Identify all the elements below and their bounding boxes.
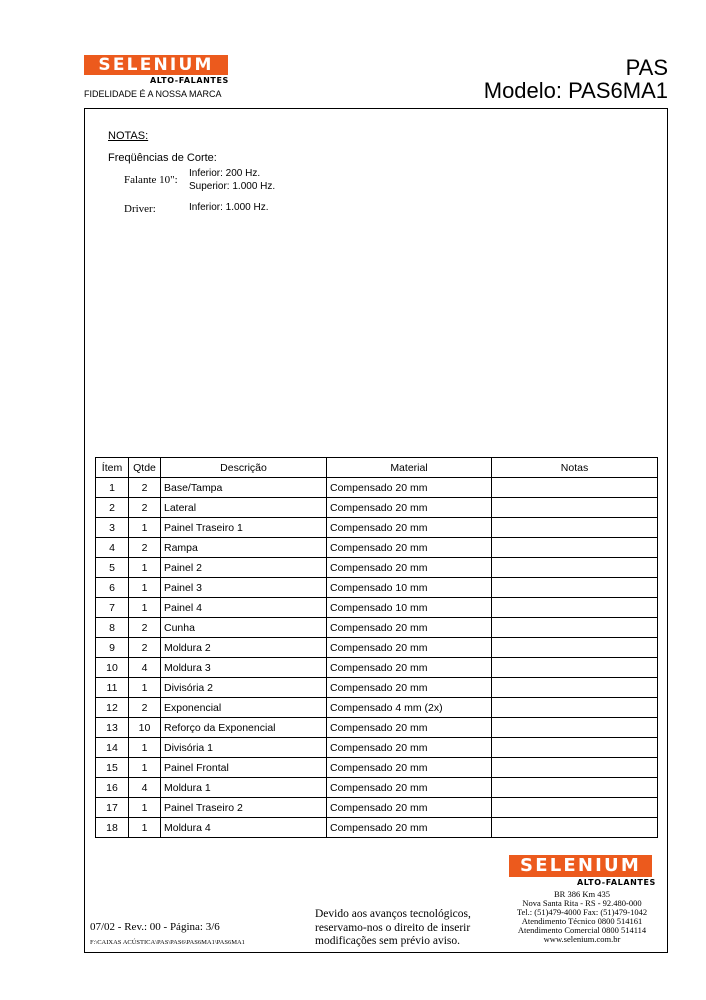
address-line: BR 386 Km 435 [554,889,610,899]
cell-notes [492,698,658,718]
cell-qty: 10 [129,718,161,738]
cell-material: Compensado 20 mm [327,818,492,838]
disclaimer-line: modificações sem prévio aviso. [315,935,460,947]
cell-qty: 1 [129,678,161,698]
cell-description: Reforço da Exponencial [161,718,327,738]
sales-line: Atendimento Comercial 0800 514114 [517,925,647,935]
cell-material: Compensado 20 mm [327,518,492,538]
cell-description: Cunha [161,618,327,638]
file-path: F:\CAIXAS ACÚSTICA\PAS\PAS6\PAS6MA1\PAS6MA1 [90,939,245,946]
cell-material: Compensado 20 mm [327,538,492,558]
cell-qty: 2 [129,498,161,518]
cell-item: 15 [96,758,129,778]
cell-notes [492,498,658,518]
cell-item: 10 [96,658,129,678]
footer-selenium-logo: SELENIUM [509,855,652,877]
cell-description: Painel Frontal [161,758,327,778]
woofer-label: Falante 10": [124,174,178,186]
cell-item: 14 [96,738,129,758]
company-address [500,890,664,944]
logo-subtext: ALTO-FALANTES [150,76,229,85]
cell-material: Compensado 20 mm [327,738,492,758]
driver-low-freq: Inferior: 1.000 Hz. [189,202,269,213]
table-row [96,498,658,518]
cell-qty: 1 [129,558,161,578]
cell-notes [492,798,658,818]
header-item: Ítem [96,458,129,478]
table-row [96,678,658,698]
table-row [96,758,658,778]
revision-info: 07/02 - Rev.: 00 - Página: 3/6 [90,921,220,933]
cell-description: Exponencial [161,698,327,718]
table-row [96,638,658,658]
cell-material: Compensado 20 mm [327,758,492,778]
cell-notes [492,538,658,558]
cell-item: 18 [96,818,129,838]
cell-description: Divisória 2 [161,678,327,698]
driver-label: Driver: [124,203,156,215]
cell-description: Moldura 1 [161,778,327,798]
parts-table [95,457,658,838]
cell-notes [492,558,658,578]
cell-material: Compensado 20 mm [327,558,492,578]
table-header-row [96,458,658,478]
support-line: Atendimento Técnico 0800 514161 [521,916,643,926]
cell-notes [492,678,658,698]
cell-qty: 1 [129,798,161,818]
disclaimer-line: reservamo-nos o direito de inserir [315,921,471,934]
table-row [96,718,658,738]
notes-heading: NOTAS: [108,130,149,142]
cell-qty: 1 [129,578,161,598]
cell-item: 6 [96,578,129,598]
cell-description: Painel 2 [161,558,327,578]
cell-item: 12 [96,698,129,718]
cell-item: 16 [96,778,129,798]
cell-notes [492,638,658,658]
header-material: Material [327,458,492,478]
table-row [96,798,658,818]
cell-material: Compensado 20 mm [327,778,492,798]
cell-description: Divisória 1 [161,738,327,758]
website-link[interactable]: www.selenium.com.br [543,934,621,944]
cell-notes [492,658,658,678]
header-qty: Qtde [129,458,161,478]
cell-item: 2 [96,498,129,518]
disclaimer [315,908,471,949]
cell-qty: 4 [129,778,161,798]
cell-material: Compensado 20 mm [327,798,492,818]
cell-item: 11 [96,678,129,698]
cell-notes [492,518,658,538]
cell-qty: 4 [129,658,161,678]
table-row [96,658,658,678]
cell-notes [492,718,658,738]
cell-material: Compensado 4 mm (2x) [327,698,492,718]
cell-material: Compensado 20 mm [327,658,492,678]
cell-item: 13 [96,718,129,738]
cell-material: Compensado 20 mm [327,678,492,698]
parts-table-body [96,478,658,838]
header-description: Descrição [161,458,327,478]
table-row [96,778,658,798]
tagline: FIDELIDADE É A NOSSA MARCA [84,89,222,99]
selenium-logo: SELENIUM [84,55,228,75]
cell-item: 1 [96,478,129,498]
cell-material: Compensado 20 mm [327,478,492,498]
table-row [96,578,658,598]
cell-qty: 1 [129,518,161,538]
cell-description: Moldura 4 [161,818,327,838]
cell-qty: 1 [129,738,161,758]
cell-description: Moldura 2 [161,638,327,658]
cell-qty: 1 [129,598,161,618]
cell-item: 17 [96,798,129,818]
cell-material: Compensado 20 mm [327,638,492,658]
cell-notes [492,778,658,798]
model-title: Modelo: PAS6MA1 [483,78,668,103]
cell-item: 8 [96,618,129,638]
woofer-high-freq: Superior: 1.000 Hz. [189,181,276,192]
table-row [96,518,658,538]
cell-description: Painel Traseiro 1 [161,518,327,538]
cell-material: Compensado 10 mm [327,578,492,598]
cell-material: Compensado 20 mm [327,718,492,738]
cell-item: 9 [96,638,129,658]
crossover-title: Freqüências de Corte: [108,152,217,164]
address-line: Nova Santa Rita - RS - 92.480-000 [522,898,642,908]
cell-notes [492,738,658,758]
table-row [96,598,658,618]
cell-qty: 1 [129,758,161,778]
cell-description: Moldura 3 [161,658,327,678]
cell-description: Base/Tampa [161,478,327,498]
header-notes: Notas [492,458,658,478]
cell-material: Compensado 20 mm [327,498,492,518]
cell-material: Compensado 20 mm [327,618,492,638]
table-row [96,538,658,558]
cell-description: Rampa [161,538,327,558]
disclaimer-line: Devido aos avanços tecnológicos, [315,908,471,920]
cell-item: 4 [96,538,129,558]
cell-item: 3 [96,518,129,538]
cell-description: Lateral [161,498,327,518]
phone-line: Tel.: (51)479-4000 Fax: (51)479-1042 [516,907,648,917]
cell-item: 7 [96,598,129,618]
cell-qty: 2 [129,618,161,638]
cell-notes [492,818,658,838]
cell-description: Painel Traseiro 2 [161,798,327,818]
cell-notes [492,758,658,778]
series-title: PAS [625,55,668,80]
cell-material: Compensado 10 mm [327,598,492,618]
table-row [96,698,658,718]
cell-item: 5 [96,558,129,578]
cell-qty: 2 [129,638,161,658]
woofer-low-freq: Inferior: 200 Hz. [189,168,261,179]
table-row [96,478,658,498]
table-row [96,558,658,578]
cell-qty: 2 [129,698,161,718]
cell-notes [492,478,658,498]
cell-notes [492,598,658,618]
cell-description: Painel 3 [161,578,327,598]
cell-qty: 2 [129,478,161,498]
cell-description: Painel 4 [161,598,327,618]
table-row [96,618,658,638]
cell-qty: 2 [129,538,161,558]
cell-notes [492,618,658,638]
table-row [96,738,658,758]
footer-logo-subtext: ALTO-FALANTES [577,878,656,887]
cell-notes [492,578,658,598]
table-row [96,818,658,838]
cell-qty: 1 [129,818,161,838]
